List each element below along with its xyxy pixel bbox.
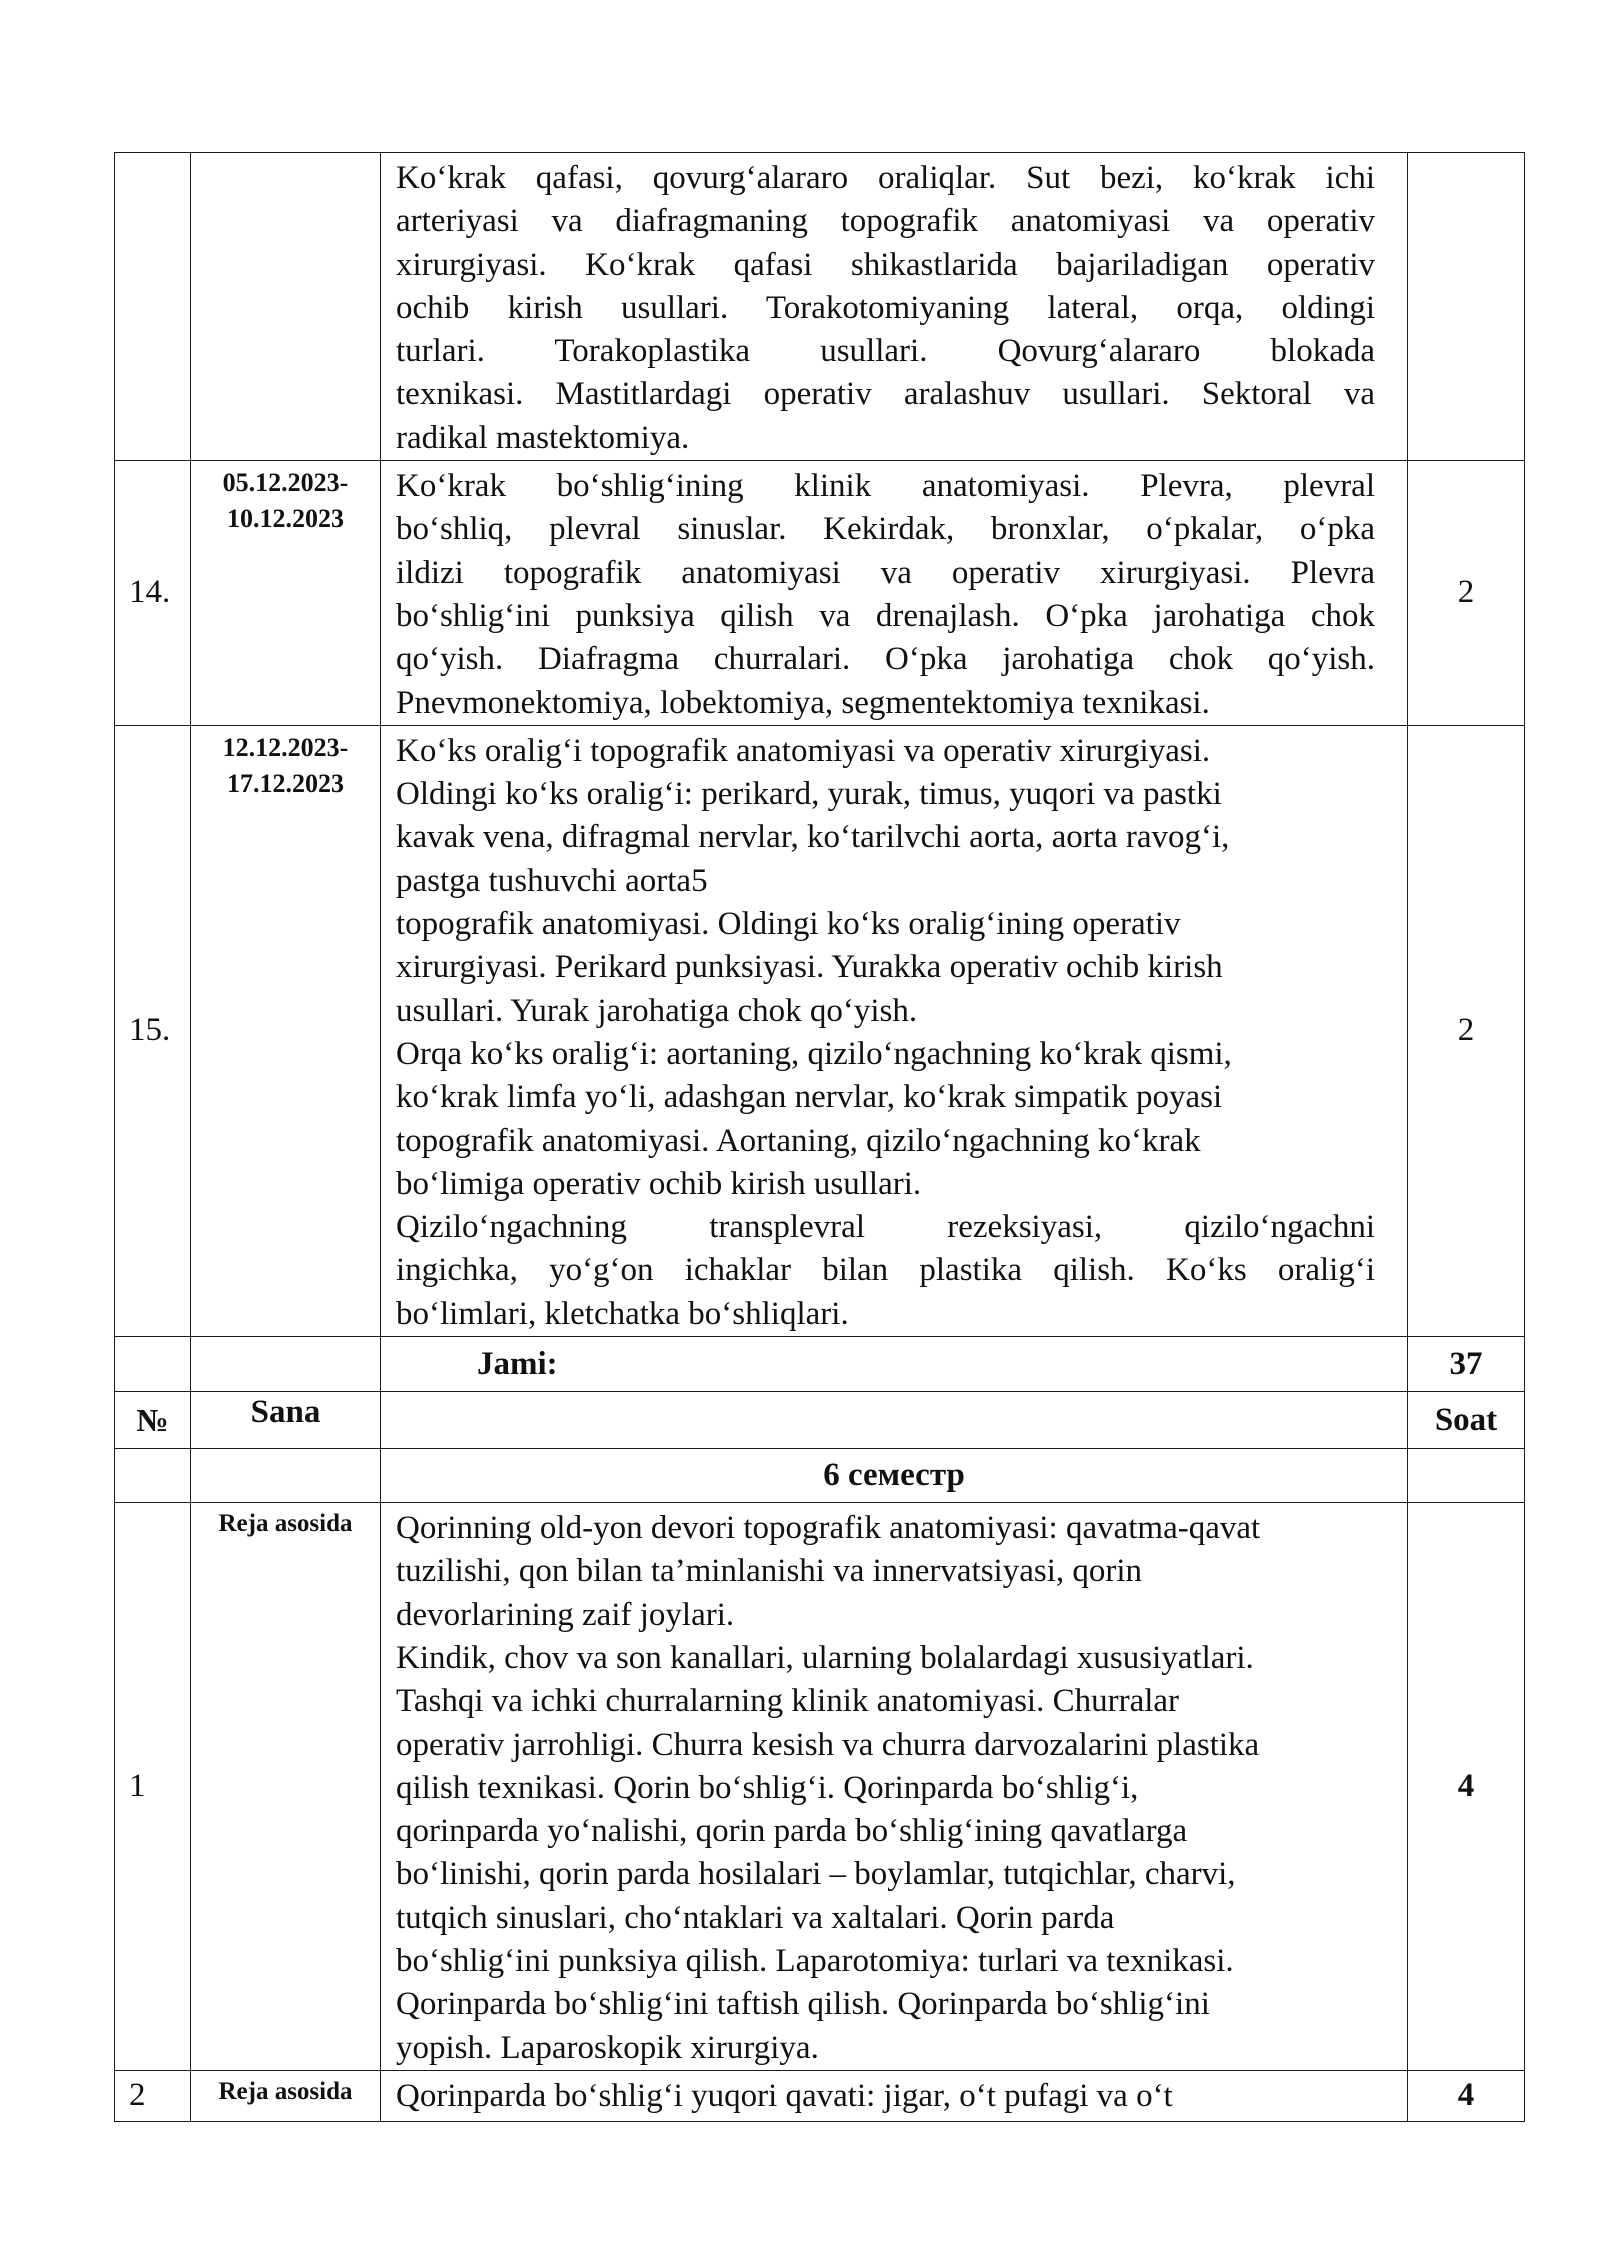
date-start: 05.12.2023- <box>222 468 349 498</box>
topic-line: bo‘shlig‘ini punksiya qilish. Laparotomiya: turlari va texnikasi. <box>396 1942 1234 1979</box>
total-label: Jami: <box>381 1337 1408 1392</box>
topic-line: Pnevmonektomiya, lobektomiya, segmentektomiya texnikasi. <box>396 684 1210 721</box>
hours-cell <box>1408 153 1525 461</box>
topic-line: ildizi topografik anatomiyasi va operativ xirurgiyasi. Plevra <box>396 554 1375 591</box>
date-cell <box>191 1337 381 1392</box>
topic-cell <box>381 153 1408 461</box>
row-number-cell <box>115 1337 191 1392</box>
table-row <box>115 153 1525 461</box>
topic-line: qo‘yish. Diafragma churralari. O‘pka jarohatiga chok qo‘yish. <box>396 641 1375 678</box>
row-number-cell <box>115 153 191 461</box>
date-end: 17.12.2023 <box>227 768 344 798</box>
topic-line: tutqich sinuslari, cho‘ntaklari va xaltalari. Qorin parda <box>396 1899 1115 1936</box>
date-start: 12.12.2023- <box>222 732 349 762</box>
topic-line: bo‘limiga operativ ochib kirish usullari. <box>396 1165 922 1202</box>
hours-header: Soat <box>1408 1392 1525 1449</box>
hours-cell: 4 <box>1408 2070 1525 2121</box>
header-row <box>115 1392 1525 1449</box>
hours-cell: 2 <box>1408 461 1525 726</box>
topic-cell <box>381 725 1408 1336</box>
topic-line: Qizilo‘ngachning transplevral rezeksiyasi, qizilo‘ngachni <box>396 1209 1375 1246</box>
date-cell: Reja asosida <box>191 2070 381 2121</box>
topic-line: usullari. Yurak jarohatiga chok qo‘yish. <box>396 992 918 1029</box>
topic-line: turlari. Torakoplastika usullari. Qovurg‘alararo blokada <box>396 333 1375 370</box>
hours-cell <box>1408 1449 1525 1503</box>
curriculum-table <box>114 152 1525 2122</box>
topic-line: ko‘krak limfa yo‘li, adashgan nervlar, ko‘krak simpatik poyasi <box>396 1079 1223 1116</box>
date-cell <box>191 461 381 726</box>
topic-line: Oldingi ko‘ks oralig‘i: perikard, yurak, timus, yuqori va pastki <box>396 776 1222 813</box>
topic-line: qorinparda yo‘nalishi, qorin parda bo‘shlig‘ining qavatlarga <box>396 1813 1188 1850</box>
topic-line: Kindik, chov va son kanallari, ularning bolalardagi xususiyatlari. <box>396 1639 1254 1676</box>
topic-line: topografik anatomiyasi. Aortaning, qizilo‘ngachning ko‘krak <box>396 1122 1201 1159</box>
topic-line: kavak vena, difragmal nervlar, ko‘tarilvchi aorta, aorta ravog‘i, <box>396 819 1230 856</box>
topic-line: topografik anatomiyasi. Oldingi ko‘ks oralig‘ining operativ <box>396 906 1181 943</box>
table-row <box>115 1503 1525 2071</box>
date-cell <box>191 1449 381 1503</box>
row-number-cell <box>115 1449 191 1503</box>
row-number: 2 <box>115 2070 191 2121</box>
topic-line: Orqa ko‘ks oralig‘i: aortaning, qizilo‘ngachning ko‘krak qismi, <box>396 1035 1232 1072</box>
topic-line: devorlarining zaif joylari. <box>396 1596 735 1633</box>
semester-title: 6 семестр <box>381 1449 1408 1503</box>
topic-line: Qorinparda bo‘shlig‘ini taftish qilish. Qorinparda bo‘shlig‘ini <box>396 1986 1210 2023</box>
topic-line: texnikasi. Mastitlardagi operativ aralashuv usullari. Sektoral va <box>396 376 1375 413</box>
table-row <box>115 725 1525 1336</box>
topic-line: Qorinparda bo‘shlig‘i yuqori qavati: jigar, o‘t pufagi va o‘t <box>396 2077 1173 2114</box>
topic-cell <box>381 461 1408 726</box>
date-cell <box>191 725 381 1336</box>
topic-line: pastga tushuvchi aorta5 <box>396 862 708 899</box>
topic-line: bo‘shlig‘ini punksiya qilish va drenajlash. O‘pka jarohatiga chok <box>396 597 1375 634</box>
date-header: Sana <box>191 1392 381 1449</box>
topic-line: qilish texnikasi. Qorin bo‘shlig‘i. Qorinparda bo‘shlig‘i, <box>396 1769 1139 1806</box>
topic-cell <box>381 1503 1408 2071</box>
topic-line: ingichka, yo‘g‘on ichaklar bilan plastika qilish. Ko‘ks oralig‘i <box>396 1252 1375 1289</box>
topic-line: ochib kirish usullari. Torakotomiyaning lateral, orqa, oldingi <box>396 289 1375 326</box>
row-number: 15. <box>115 725 191 1336</box>
topic-cell <box>381 2070 1408 2121</box>
topic-line: tuzilishi, qon bilan ta’minlanishi va innervatsiyasi, qorin <box>396 1553 1143 1590</box>
total-value: 37 <box>1408 1337 1525 1392</box>
topic-line: Tashqi va ichki churralarning klinik anatomiyasi. Churralar <box>396 1683 1180 1720</box>
topic-line: Ko‘ks oralig‘i topografik anatomiyasi va operativ xirurgiyasi. <box>396 732 1211 769</box>
topic-line: bo‘shliq, plevral sinuslar. Kekirdak, bronxlar, o‘pkalar, o‘pka <box>396 511 1375 548</box>
topic-line: xirurgiyasi. Perikard punksiyasi. Yurakka operativ ochib kirish <box>396 949 1223 986</box>
total-row <box>115 1337 1525 1392</box>
topic-header <box>381 1392 1408 1449</box>
hours-cell: 2 <box>1408 725 1525 1336</box>
semester-row <box>115 1449 1525 1503</box>
topic-line: bo‘linishi, qorin parda hosilalari – boylamlar, tutqichlar, charvi, <box>396 1856 1236 1893</box>
date-cell: Reja asosida <box>191 1503 381 2071</box>
hours-cell: 4 <box>1408 1503 1525 2071</box>
topic-line: Ko‘krak bo‘shlig‘ining klinik anatomiyasi. Plevra, plevral <box>396 468 1375 505</box>
topic-line: Ko‘krak qafasi, qovurg‘alararo oraliqlar. Sut bezi, ko‘krak ichi <box>396 160 1375 196</box>
topic-line: bo‘limlari, kletchatka bo‘shliqlari. <box>396 1295 849 1332</box>
topic-line: operativ jarrohligi. Churra kesish va churra darvozalarini plastika <box>396 1726 1260 1763</box>
topic-line: radikal mastektomiya. <box>396 419 690 456</box>
date-end: 10.12.2023 <box>227 504 344 534</box>
topic-line: yopish. Laparoskopik xirurgiya. <box>396 2029 819 2066</box>
table-row <box>115 2070 1525 2121</box>
table-row <box>115 461 1525 726</box>
topic-line: arteriyasi va diafragmaning topografik anatomiyasi va operativ <box>396 203 1375 240</box>
number-header: № <box>115 1392 191 1449</box>
row-number: 14. <box>115 461 191 726</box>
row-number: 1 <box>115 1503 191 2071</box>
topic-line: Qorinning old-yon devori topografik anatomiyasi: qavatma-qavat <box>396 1510 1261 1547</box>
topic-line: xirurgiyasi. Ko‘krak qafasi shikastlarida bajariladigan operativ <box>396 246 1375 283</box>
date-cell <box>191 153 381 461</box>
